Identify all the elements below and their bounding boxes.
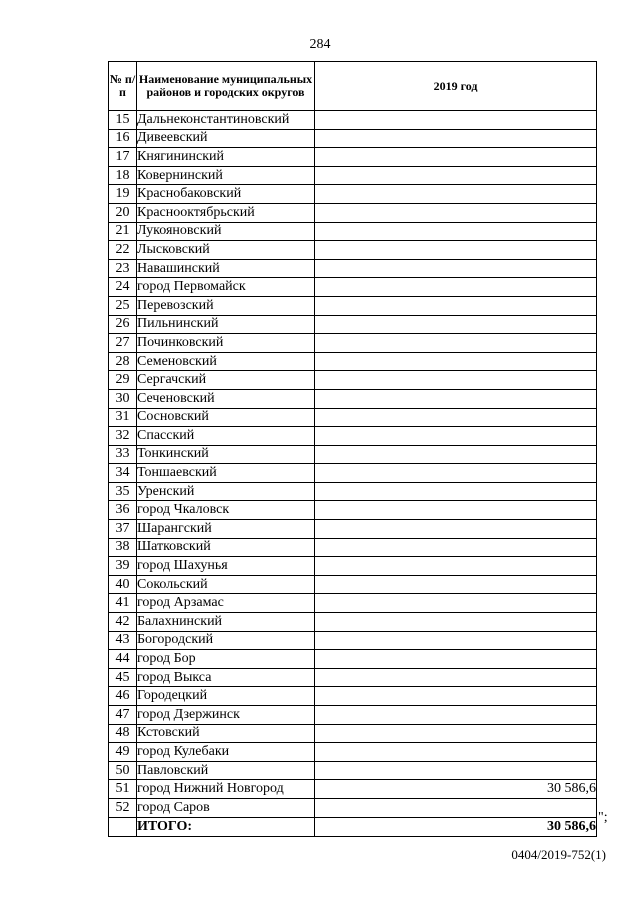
table-row <box>109 352 597 371</box>
row-number: 22 <box>109 241 137 260</box>
row-number: 49 <box>109 743 137 762</box>
row-name: Семеновский <box>137 352 315 371</box>
row-value: 30 586,6 <box>315 780 597 799</box>
total-label: ИТОГО: <box>137 817 315 836</box>
row-name: Лысковский <box>137 241 315 260</box>
row-name: Дальнеконстантиновский <box>137 111 315 130</box>
row-value <box>315 687 597 706</box>
row-value <box>315 520 597 539</box>
row-name: город Бор <box>137 650 315 669</box>
row-value <box>315 538 597 557</box>
row-name: город Шахунья <box>137 557 315 576</box>
row-value <box>315 445 597 464</box>
row-name: Тоншаевский <box>137 464 315 483</box>
row-value <box>315 650 597 669</box>
row-number: 44 <box>109 650 137 669</box>
table-row <box>109 557 597 576</box>
row-value <box>315 668 597 687</box>
row-number: 17 <box>109 148 137 167</box>
row-number: 29 <box>109 371 137 390</box>
total-empty-cell <box>109 817 137 836</box>
row-number: 39 <box>109 557 137 576</box>
header-year: 2019 год <box>315 62 597 111</box>
row-number: 26 <box>109 315 137 334</box>
row-number: 16 <box>109 129 137 148</box>
table-row <box>109 111 597 130</box>
row-name: Тонкинский <box>137 445 315 464</box>
row-value <box>315 371 597 390</box>
row-name: город Первомайск <box>137 278 315 297</box>
row-value <box>315 724 597 743</box>
row-number: 33 <box>109 445 137 464</box>
table-row <box>109 501 597 520</box>
row-name: Навашинский <box>137 259 315 278</box>
row-number: 37 <box>109 520 137 539</box>
row-name: Спасский <box>137 427 315 446</box>
row-value <box>315 389 597 408</box>
row-number: 35 <box>109 482 137 501</box>
row-value <box>315 631 597 650</box>
row-number: 40 <box>109 575 137 594</box>
table-row <box>109 185 597 204</box>
row-value <box>315 259 597 278</box>
row-name: Сеченовский <box>137 389 315 408</box>
row-value <box>315 315 597 334</box>
row-name: город Саров <box>137 798 315 817</box>
row-number: 15 <box>109 111 137 130</box>
table-row <box>109 129 597 148</box>
table-row <box>109 259 597 278</box>
row-value <box>315 111 597 130</box>
row-name: город Арзамас <box>137 594 315 613</box>
row-value <box>315 427 597 446</box>
table-row <box>109 520 597 539</box>
row-number: 31 <box>109 408 137 427</box>
table-row <box>109 464 597 483</box>
table-row <box>109 371 597 390</box>
row-name: Сокольский <box>137 575 315 594</box>
closing-quote-mark: "; <box>598 810 608 825</box>
table-row <box>109 650 597 669</box>
row-number: 25 <box>109 296 137 315</box>
document-code: 0404/2019-752(1) <box>511 847 606 862</box>
row-name: город Нижний Новгород <box>137 780 315 799</box>
row-number: 30 <box>109 389 137 408</box>
row-value <box>315 129 597 148</box>
row-number: 50 <box>109 761 137 780</box>
table-row <box>109 241 597 260</box>
row-name: Дивеевский <box>137 129 315 148</box>
row-number: 38 <box>109 538 137 557</box>
row-name: город Чкаловск <box>137 501 315 520</box>
table-row <box>109 278 597 297</box>
table-row <box>109 798 597 817</box>
row-number: 47 <box>109 706 137 725</box>
row-number: 18 <box>109 166 137 185</box>
row-value <box>315 278 597 297</box>
table-row <box>109 334 597 353</box>
row-value <box>315 352 597 371</box>
header-num: № п/п <box>109 62 137 111</box>
row-number: 41 <box>109 594 137 613</box>
table-row <box>109 687 597 706</box>
row-value <box>315 222 597 241</box>
row-value <box>315 594 597 613</box>
table-row <box>109 668 597 687</box>
row-name: город Кулебаки <box>137 743 315 762</box>
row-name: Кстовский <box>137 724 315 743</box>
row-number: 42 <box>109 613 137 632</box>
table-row <box>109 203 597 222</box>
row-number: 46 <box>109 687 137 706</box>
table-row <box>109 631 597 650</box>
row-value <box>315 408 597 427</box>
row-number: 36 <box>109 501 137 520</box>
table-row <box>109 613 597 632</box>
row-value <box>315 575 597 594</box>
row-name: город Дзержинск <box>137 706 315 725</box>
row-name: Павловский <box>137 761 315 780</box>
row-number: 20 <box>109 203 137 222</box>
row-number: 45 <box>109 668 137 687</box>
page-number: 284 <box>309 37 331 52</box>
table-row <box>109 706 597 725</box>
table-row <box>109 315 597 334</box>
row-value <box>315 464 597 483</box>
table-row <box>109 296 597 315</box>
row-value <box>315 761 597 780</box>
row-value <box>315 334 597 353</box>
table-row <box>109 427 597 446</box>
row-number: 34 <box>109 464 137 483</box>
row-name: Шарангский <box>137 520 315 539</box>
row-value <box>315 798 597 817</box>
row-value <box>315 166 597 185</box>
row-number: 32 <box>109 427 137 446</box>
row-number: 28 <box>109 352 137 371</box>
row-name: Сергачский <box>137 371 315 390</box>
table-row <box>109 222 597 241</box>
header-name: Наименование муниципальных районов и городских округов <box>137 62 315 111</box>
row-name: Городецкий <box>137 687 315 706</box>
row-number: 52 <box>109 798 137 817</box>
row-number: 27 <box>109 334 137 353</box>
table-row <box>109 482 597 501</box>
row-value <box>315 203 597 222</box>
table-row <box>109 445 597 464</box>
row-value <box>315 613 597 632</box>
table-row <box>109 389 597 408</box>
row-name: Сосновский <box>137 408 315 427</box>
row-value <box>315 706 597 725</box>
row-value <box>315 743 597 762</box>
row-name: Перевозский <box>137 296 315 315</box>
table-header-row <box>109 62 597 111</box>
row-name: Лукояновский <box>137 222 315 241</box>
table-row <box>109 575 597 594</box>
row-name: Краснооктябрьский <box>137 203 315 222</box>
row-value <box>315 501 597 520</box>
table-row <box>109 148 597 167</box>
row-value <box>315 148 597 167</box>
table-row <box>109 594 597 613</box>
row-name: Пильнинский <box>137 315 315 334</box>
row-number: 51 <box>109 780 137 799</box>
row-value <box>315 241 597 260</box>
table-row <box>109 743 597 762</box>
table-row <box>109 724 597 743</box>
row-name: Уренский <box>137 482 315 501</box>
row-number: 23 <box>109 259 137 278</box>
row-value <box>315 185 597 204</box>
total-row <box>109 817 597 836</box>
budget-table <box>108 61 597 837</box>
row-name: Богородский <box>137 631 315 650</box>
row-name: Княгининский <box>137 148 315 167</box>
table-row <box>109 761 597 780</box>
row-number: 48 <box>109 724 137 743</box>
table-row <box>109 538 597 557</box>
row-name: Краснобаковский <box>137 185 315 204</box>
row-number: 21 <box>109 222 137 241</box>
table-row <box>109 780 597 799</box>
row-number: 19 <box>109 185 137 204</box>
row-name: Балахнинский <box>137 613 315 632</box>
row-number: 43 <box>109 631 137 650</box>
table-row <box>109 166 597 185</box>
row-name: Починковский <box>137 334 315 353</box>
table-row <box>109 408 597 427</box>
row-value <box>315 296 597 315</box>
total-value: 30 586,6 <box>315 817 597 836</box>
row-number: 24 <box>109 278 137 297</box>
row-name: город Выкса <box>137 668 315 687</box>
row-value <box>315 482 597 501</box>
row-value <box>315 557 597 576</box>
row-name: Шатковский <box>137 538 315 557</box>
row-name: Ковернинский <box>137 166 315 185</box>
